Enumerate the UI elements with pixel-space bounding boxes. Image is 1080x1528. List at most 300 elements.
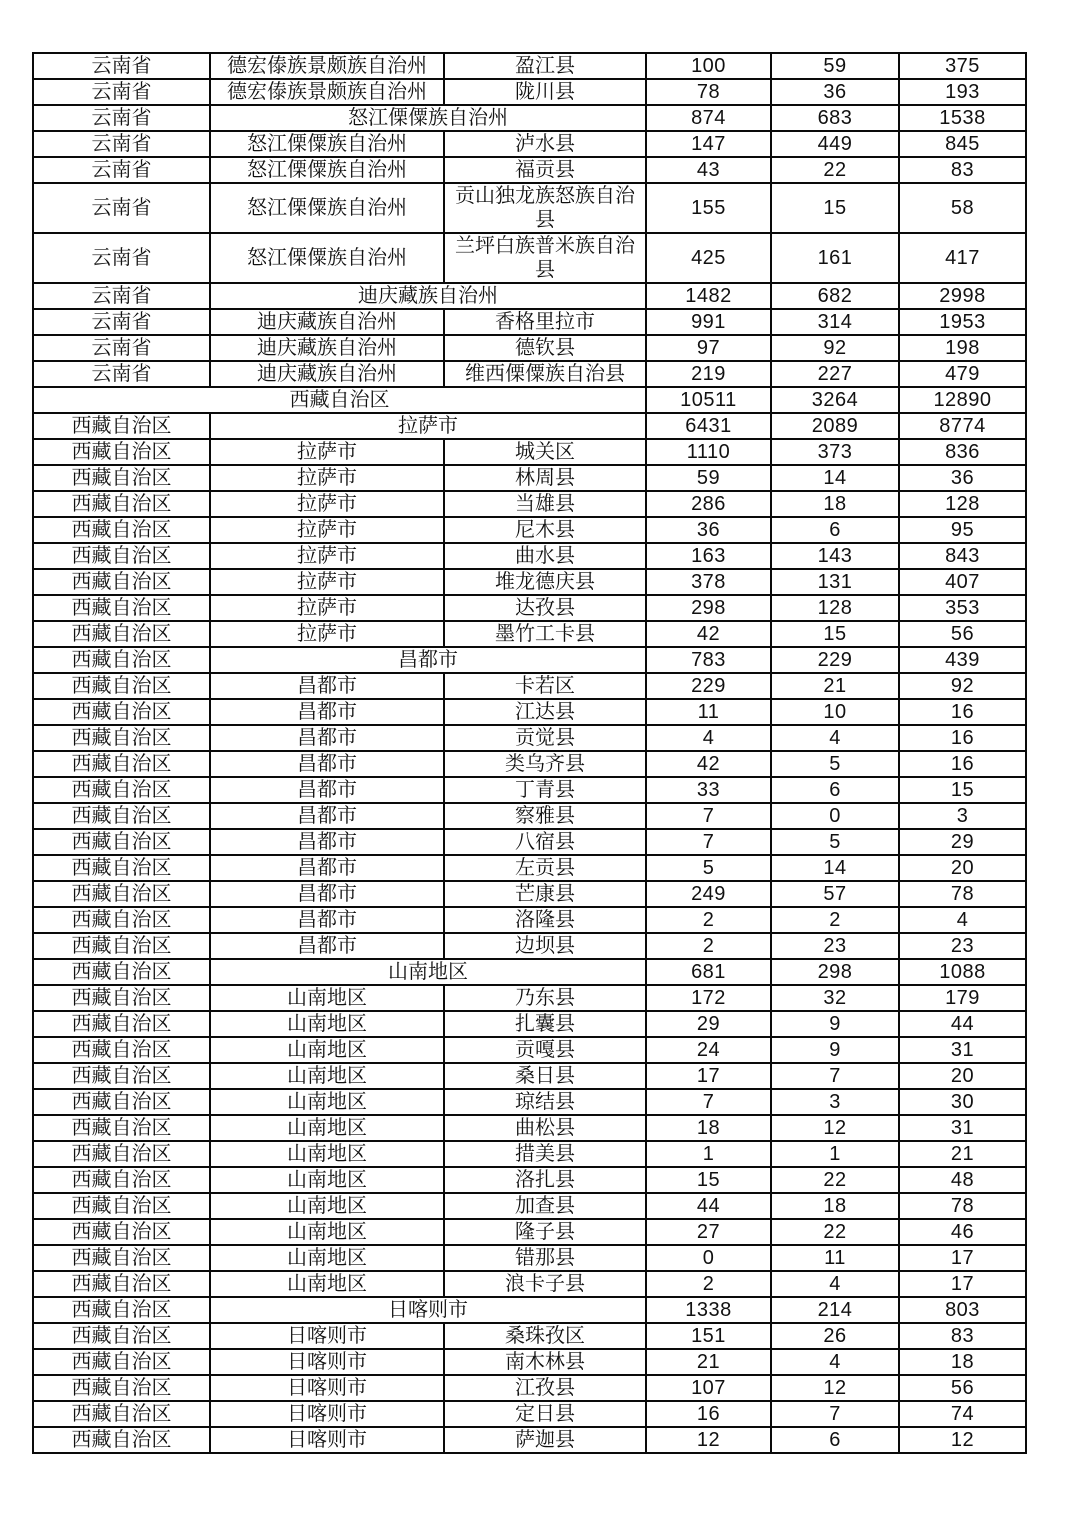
cell-value-1: 286 — [646, 491, 771, 517]
cell-value-1: 21 — [646, 1349, 771, 1375]
cell-county: 左贡县 — [444, 855, 646, 881]
cell-province: 西藏自治区 — [33, 1167, 210, 1193]
cell-county: 萨迦县 — [444, 1427, 646, 1453]
cell-prefecture: 山南地区 — [210, 1037, 444, 1063]
cell-province: 西藏自治区 — [33, 777, 210, 803]
cell-province: 西藏自治区 — [33, 1219, 210, 1245]
table-row — [33, 907, 1026, 933]
cell-value-1: 425 — [646, 233, 771, 283]
cell-prefecture: 山南地区 — [210, 1245, 444, 1271]
cell-value-3: 56 — [899, 621, 1026, 647]
cell-value-2: 4 — [771, 1271, 899, 1297]
cell-county: 定日县 — [444, 1401, 646, 1427]
cell-prefecture: 拉萨市 — [210, 491, 444, 517]
cell-value-2: 5 — [771, 829, 899, 855]
cell-value-3: 83 — [899, 1323, 1026, 1349]
region-statistics-table — [32, 52, 1027, 1454]
table-row — [33, 1297, 1026, 1323]
cell-county: 墨竹工卡县 — [444, 621, 646, 647]
cell-value-2: 9 — [771, 1037, 899, 1063]
cell-province: 西藏自治区 — [33, 1401, 210, 1427]
cell-value-2: 92 — [771, 335, 899, 361]
cell-province: 云南省 — [33, 309, 210, 335]
cell-prefecture: 昌都市 — [210, 907, 444, 933]
cell-value-3: 845 — [899, 131, 1026, 157]
cell-value-2: 227 — [771, 361, 899, 387]
cell-value-3: 198 — [899, 335, 1026, 361]
cell-value-1: 1 — [646, 1141, 771, 1167]
cell-value-3: 36 — [899, 465, 1026, 491]
cell-county: 洛隆县 — [444, 907, 646, 933]
cell-province: 西藏自治区 — [33, 881, 210, 907]
cell-value-1: 27 — [646, 1219, 771, 1245]
cell-value-3: 836 — [899, 439, 1026, 465]
cell-county: 八宿县 — [444, 829, 646, 855]
table-row — [33, 309, 1026, 335]
cell-province: 云南省 — [33, 233, 210, 283]
cell-province: 西藏自治区 — [33, 829, 210, 855]
cell-county: 贡嘎县 — [444, 1037, 646, 1063]
cell-value-3: 78 — [899, 1193, 1026, 1219]
table-row — [33, 1323, 1026, 1349]
cell-county: 卡若区 — [444, 673, 646, 699]
table-row — [33, 361, 1026, 387]
cell-county: 香格里拉市 — [444, 309, 646, 335]
cell-value-2: 3264 — [771, 387, 899, 413]
cell-prefecture: 昌都市 — [210, 881, 444, 907]
cell-value-2: 683 — [771, 105, 899, 131]
cell-county: 南木林县 — [444, 1349, 646, 1375]
cell-prefecture: 山南地区 — [210, 1271, 444, 1297]
cell-province: 西藏自治区 — [33, 933, 210, 959]
cell-province: 西藏自治区 — [33, 1115, 210, 1141]
cell-value-2: 131 — [771, 569, 899, 595]
table-row — [33, 439, 1026, 465]
cell-province: 西藏自治区 — [33, 543, 210, 569]
cell-value-2: 26 — [771, 1323, 899, 1349]
cell-province: 云南省 — [33, 361, 210, 387]
cell-prefecture: 迪庆藏族自治州 — [210, 335, 444, 361]
cell-value-1: 681 — [646, 959, 771, 985]
cell-value-1: 991 — [646, 309, 771, 335]
cell-value-3: 44 — [899, 1011, 1026, 1037]
cell-value-2: 11 — [771, 1245, 899, 1271]
cell-value-1: 147 — [646, 131, 771, 157]
cell-county: 堆龙德庆县 — [444, 569, 646, 595]
cell-value-1: 100 — [646, 53, 771, 79]
cell-value-1: 24 — [646, 1037, 771, 1063]
cell-value-3: 92 — [899, 673, 1026, 699]
cell-prefecture: 迪庆藏族自治州 — [210, 361, 444, 387]
cell-value-2: 128 — [771, 595, 899, 621]
cell-prefecture: 拉萨市 — [210, 543, 444, 569]
cell-value-1: 249 — [646, 881, 771, 907]
cell-province: 西藏自治区 — [33, 491, 210, 517]
cell-value-2: 57 — [771, 881, 899, 907]
cell-prefecture: 昌都市 — [210, 751, 444, 777]
cell-value-1: 2 — [646, 907, 771, 933]
cell-county: 江孜县 — [444, 1375, 646, 1401]
cell-value-1: 43 — [646, 157, 771, 183]
cell-value-3: 3 — [899, 803, 1026, 829]
cell-value-3: 479 — [899, 361, 1026, 387]
table-row — [33, 1193, 1026, 1219]
cell-prefecture-total: 怒江傈僳族自治州 — [210, 105, 646, 131]
cell-province: 云南省 — [33, 131, 210, 157]
cell-prefecture: 迪庆藏族自治州 — [210, 309, 444, 335]
table-row — [33, 543, 1026, 569]
cell-value-1: 33 — [646, 777, 771, 803]
cell-value-3: 17 — [899, 1271, 1026, 1297]
table-row — [33, 881, 1026, 907]
cell-value-2: 2 — [771, 907, 899, 933]
table-row — [33, 1141, 1026, 1167]
cell-province: 西藏自治区 — [33, 647, 210, 673]
cell-value-1: 298 — [646, 595, 771, 621]
cell-value-3: 407 — [899, 569, 1026, 595]
cell-value-3: 31 — [899, 1037, 1026, 1063]
cell-value-3: 30 — [899, 1089, 1026, 1115]
cell-value-2: 373 — [771, 439, 899, 465]
cell-value-3: 439 — [899, 647, 1026, 673]
cell-value-3: 417 — [899, 233, 1026, 283]
cell-value-2: 32 — [771, 985, 899, 1011]
cell-prefecture: 山南地区 — [210, 1115, 444, 1141]
cell-prefecture: 拉萨市 — [210, 595, 444, 621]
table-row — [33, 1427, 1026, 1453]
cell-value-1: 42 — [646, 621, 771, 647]
cell-province: 西藏自治区 — [33, 1375, 210, 1401]
table-row — [33, 1089, 1026, 1115]
cell-county: 贡山独龙族怒族自治县 — [444, 183, 646, 233]
cell-value-3: 193 — [899, 79, 1026, 105]
cell-value-3: 8774 — [899, 413, 1026, 439]
cell-value-3: 20 — [899, 1063, 1026, 1089]
cell-value-3: 843 — [899, 543, 1026, 569]
cell-prefecture: 日喀则市 — [210, 1427, 444, 1453]
cell-county: 桑珠孜区 — [444, 1323, 646, 1349]
cell-value-2: 314 — [771, 309, 899, 335]
cell-value-2: 4 — [771, 1349, 899, 1375]
cell-value-3: 58 — [899, 183, 1026, 233]
cell-county: 曲水县 — [444, 543, 646, 569]
cell-province: 西藏自治区 — [33, 1193, 210, 1219]
cell-value-2: 18 — [771, 1193, 899, 1219]
cell-province: 西藏自治区 — [33, 1349, 210, 1375]
cell-value-1: 6431 — [646, 413, 771, 439]
cell-province: 西藏自治区 — [33, 907, 210, 933]
cell-province: 西藏自治区 — [33, 517, 210, 543]
cell-value-3: 4 — [899, 907, 1026, 933]
cell-value-2: 22 — [771, 1167, 899, 1193]
cell-value-2: 15 — [771, 621, 899, 647]
cell-value-1: 10511 — [646, 387, 771, 413]
cell-value-1: 155 — [646, 183, 771, 233]
cell-prefecture: 昌都市 — [210, 699, 444, 725]
cell-province: 西藏自治区 — [33, 1037, 210, 1063]
cell-value-3: 83 — [899, 157, 1026, 183]
cell-value-2: 3 — [771, 1089, 899, 1115]
cell-province: 西藏自治区 — [33, 1323, 210, 1349]
cell-province: 西藏自治区 — [33, 1297, 210, 1323]
cell-province: 西藏自治区 — [33, 959, 210, 985]
cell-prefecture: 怒江傈僳族自治州 — [210, 183, 444, 233]
table-row — [33, 829, 1026, 855]
cell-prefecture: 山南地区 — [210, 985, 444, 1011]
cell-province: 西藏自治区 — [33, 413, 210, 439]
table-row — [33, 465, 1026, 491]
cell-county: 丁青县 — [444, 777, 646, 803]
cell-value-2: 6 — [771, 517, 899, 543]
cell-value-1: 29 — [646, 1011, 771, 1037]
cell-prefecture: 昌都市 — [210, 777, 444, 803]
cell-value-3: 46 — [899, 1219, 1026, 1245]
table-row — [33, 131, 1026, 157]
cell-value-2: 12 — [771, 1375, 899, 1401]
cell-province: 西藏自治区 — [33, 465, 210, 491]
cell-value-1: 0 — [646, 1245, 771, 1271]
cell-county: 边坝县 — [444, 933, 646, 959]
table-row — [33, 1245, 1026, 1271]
cell-county: 隆子县 — [444, 1219, 646, 1245]
cell-prefecture: 山南地区 — [210, 1167, 444, 1193]
cell-value-1: 97 — [646, 335, 771, 361]
cell-value-2: 6 — [771, 777, 899, 803]
table-row — [33, 1219, 1026, 1245]
cell-value-3: 20 — [899, 855, 1026, 881]
cell-county: 类乌齐县 — [444, 751, 646, 777]
cell-value-1: 17 — [646, 1063, 771, 1089]
cell-value-1: 78 — [646, 79, 771, 105]
cell-prefecture: 拉萨市 — [210, 621, 444, 647]
cell-value-2: 7 — [771, 1063, 899, 1089]
cell-value-3: 18 — [899, 1349, 1026, 1375]
cell-value-3: 17 — [899, 1245, 1026, 1271]
cell-value-3: 353 — [899, 595, 1026, 621]
cell-value-3: 78 — [899, 881, 1026, 907]
table-row — [33, 933, 1026, 959]
table-row — [33, 1167, 1026, 1193]
cell-province: 西藏自治区 — [33, 1245, 210, 1271]
cell-value-2: 21 — [771, 673, 899, 699]
cell-province: 西藏自治区 — [33, 1271, 210, 1297]
cell-province: 西藏自治区 — [33, 699, 210, 725]
table-row — [33, 413, 1026, 439]
cell-value-3: 31 — [899, 1115, 1026, 1141]
cell-county: 桑日县 — [444, 1063, 646, 1089]
cell-county: 陇川县 — [444, 79, 646, 105]
cell-value-2: 22 — [771, 1219, 899, 1245]
cell-prefecture: 昌都市 — [210, 855, 444, 881]
cell-value-1: 4 — [646, 725, 771, 751]
cell-value-1: 5 — [646, 855, 771, 881]
cell-prefecture: 昌都市 — [210, 673, 444, 699]
cell-county: 措美县 — [444, 1141, 646, 1167]
table-body — [33, 53, 1026, 1453]
cell-value-2: 23 — [771, 933, 899, 959]
cell-province: 西藏自治区 — [33, 985, 210, 1011]
table-row — [33, 595, 1026, 621]
cell-prefecture: 山南地区 — [210, 1141, 444, 1167]
cell-province: 西藏自治区 — [33, 569, 210, 595]
cell-value-3: 1088 — [899, 959, 1026, 985]
cell-province: 西藏自治区 — [33, 1141, 210, 1167]
cell-province-total: 西藏自治区 — [33, 387, 646, 413]
cell-value-3: 74 — [899, 1401, 1026, 1427]
cell-prefecture: 昌都市 — [210, 803, 444, 829]
table-row — [33, 157, 1026, 183]
cell-value-3: 21 — [899, 1141, 1026, 1167]
table-row — [33, 621, 1026, 647]
cell-prefecture: 昌都市 — [210, 933, 444, 959]
table-row — [33, 1401, 1026, 1427]
cell-county: 德钦县 — [444, 335, 646, 361]
cell-value-3: 15 — [899, 777, 1026, 803]
table-row — [33, 53, 1026, 79]
cell-province: 西藏自治区 — [33, 751, 210, 777]
cell-value-1: 59 — [646, 465, 771, 491]
table-row — [33, 1271, 1026, 1297]
cell-county: 察雅县 — [444, 803, 646, 829]
cell-province: 西藏自治区 — [33, 803, 210, 829]
table-row — [33, 569, 1026, 595]
cell-value-2: 5 — [771, 751, 899, 777]
cell-prefecture: 山南地区 — [210, 1219, 444, 1245]
cell-value-2: 14 — [771, 465, 899, 491]
cell-province: 西藏自治区 — [33, 595, 210, 621]
cell-value-1: 874 — [646, 105, 771, 131]
cell-prefecture: 德宏傣族景颇族自治州 — [210, 79, 444, 105]
cell-province: 西藏自治区 — [33, 1089, 210, 1115]
cell-value-2: 6 — [771, 1427, 899, 1453]
cell-prefecture: 日喀则市 — [210, 1323, 444, 1349]
cell-county: 乃东县 — [444, 985, 646, 1011]
cell-prefecture: 怒江傈僳族自治州 — [210, 131, 444, 157]
cell-value-3: 12 — [899, 1427, 1026, 1453]
cell-county: 福贡县 — [444, 157, 646, 183]
cell-value-3: 16 — [899, 751, 1026, 777]
cell-value-1: 15 — [646, 1167, 771, 1193]
table-row — [33, 1375, 1026, 1401]
table-row — [33, 233, 1026, 283]
cell-prefecture: 怒江傈僳族自治州 — [210, 157, 444, 183]
table-row — [33, 1011, 1026, 1037]
cell-value-3: 803 — [899, 1297, 1026, 1323]
cell-prefecture: 山南地区 — [210, 1063, 444, 1089]
cell-value-2: 449 — [771, 131, 899, 157]
cell-value-2: 22 — [771, 157, 899, 183]
cell-province: 西藏自治区 — [33, 1011, 210, 1037]
cell-county: 浪卡子县 — [444, 1271, 646, 1297]
table-row — [33, 985, 1026, 1011]
cell-value-3: 56 — [899, 1375, 1026, 1401]
cell-value-1: 172 — [646, 985, 771, 1011]
cell-province: 西藏自治区 — [33, 439, 210, 465]
cell-value-1: 378 — [646, 569, 771, 595]
cell-value-1: 11 — [646, 699, 771, 725]
cell-prefecture-total: 迪庆藏族自治州 — [210, 283, 646, 309]
cell-province: 云南省 — [33, 183, 210, 233]
cell-prefecture: 拉萨市 — [210, 517, 444, 543]
cell-value-1: 783 — [646, 647, 771, 673]
cell-value-1: 7 — [646, 803, 771, 829]
cell-value-3: 16 — [899, 725, 1026, 751]
cell-county: 江达县 — [444, 699, 646, 725]
cell-value-1: 2 — [646, 933, 771, 959]
cell-value-3: 375 — [899, 53, 1026, 79]
cell-value-3: 179 — [899, 985, 1026, 1011]
cell-county: 扎囊县 — [444, 1011, 646, 1037]
table-row — [33, 803, 1026, 829]
cell-value-2: 9 — [771, 1011, 899, 1037]
table-row — [33, 751, 1026, 777]
cell-county: 琼结县 — [444, 1089, 646, 1115]
cell-prefecture: 日喀则市 — [210, 1349, 444, 1375]
cell-province: 云南省 — [33, 53, 210, 79]
cell-value-1: 16 — [646, 1401, 771, 1427]
cell-value-1: 7 — [646, 1089, 771, 1115]
cell-county: 当雄县 — [444, 491, 646, 517]
cell-province: 云南省 — [33, 283, 210, 309]
cell-value-2: 15 — [771, 183, 899, 233]
cell-value-1: 163 — [646, 543, 771, 569]
cell-value-2: 682 — [771, 283, 899, 309]
cell-value-1: 18 — [646, 1115, 771, 1141]
cell-province: 西藏自治区 — [33, 621, 210, 647]
table-row — [33, 647, 1026, 673]
cell-value-2: 143 — [771, 543, 899, 569]
cell-county: 林周县 — [444, 465, 646, 491]
cell-prefecture: 拉萨市 — [210, 439, 444, 465]
cell-province: 西藏自治区 — [33, 855, 210, 881]
table-row — [33, 725, 1026, 751]
table-row — [33, 79, 1026, 105]
cell-county: 兰坪白族普米族自治县 — [444, 233, 646, 283]
table-row — [33, 959, 1026, 985]
cell-value-3: 29 — [899, 829, 1026, 855]
cell-province: 云南省 — [33, 105, 210, 131]
cell-province: 云南省 — [33, 79, 210, 105]
cell-value-1: 44 — [646, 1193, 771, 1219]
cell-value-3: 128 — [899, 491, 1026, 517]
cell-value-3: 12890 — [899, 387, 1026, 413]
table-row — [33, 777, 1026, 803]
table-row — [33, 105, 1026, 131]
table-row — [33, 855, 1026, 881]
table-row — [33, 183, 1026, 233]
cell-prefecture: 昌都市 — [210, 725, 444, 751]
cell-prefecture-total: 昌都市 — [210, 647, 646, 673]
cell-prefecture-total: 日喀则市 — [210, 1297, 646, 1323]
cell-prefecture: 拉萨市 — [210, 465, 444, 491]
cell-province: 西藏自治区 — [33, 1427, 210, 1453]
cell-value-3: 95 — [899, 517, 1026, 543]
cell-county: 贡觉县 — [444, 725, 646, 751]
table-row — [33, 491, 1026, 517]
cell-value-2: 36 — [771, 79, 899, 105]
cell-value-2: 59 — [771, 53, 899, 79]
cell-prefecture: 山南地区 — [210, 1089, 444, 1115]
cell-county: 加查县 — [444, 1193, 646, 1219]
cell-value-2: 18 — [771, 491, 899, 517]
cell-value-3: 1538 — [899, 105, 1026, 131]
cell-value-1: 2 — [646, 1271, 771, 1297]
table-row — [33, 1063, 1026, 1089]
cell-value-1: 219 — [646, 361, 771, 387]
cell-county: 洛扎县 — [444, 1167, 646, 1193]
cell-county: 城关区 — [444, 439, 646, 465]
table-row — [33, 387, 1026, 413]
